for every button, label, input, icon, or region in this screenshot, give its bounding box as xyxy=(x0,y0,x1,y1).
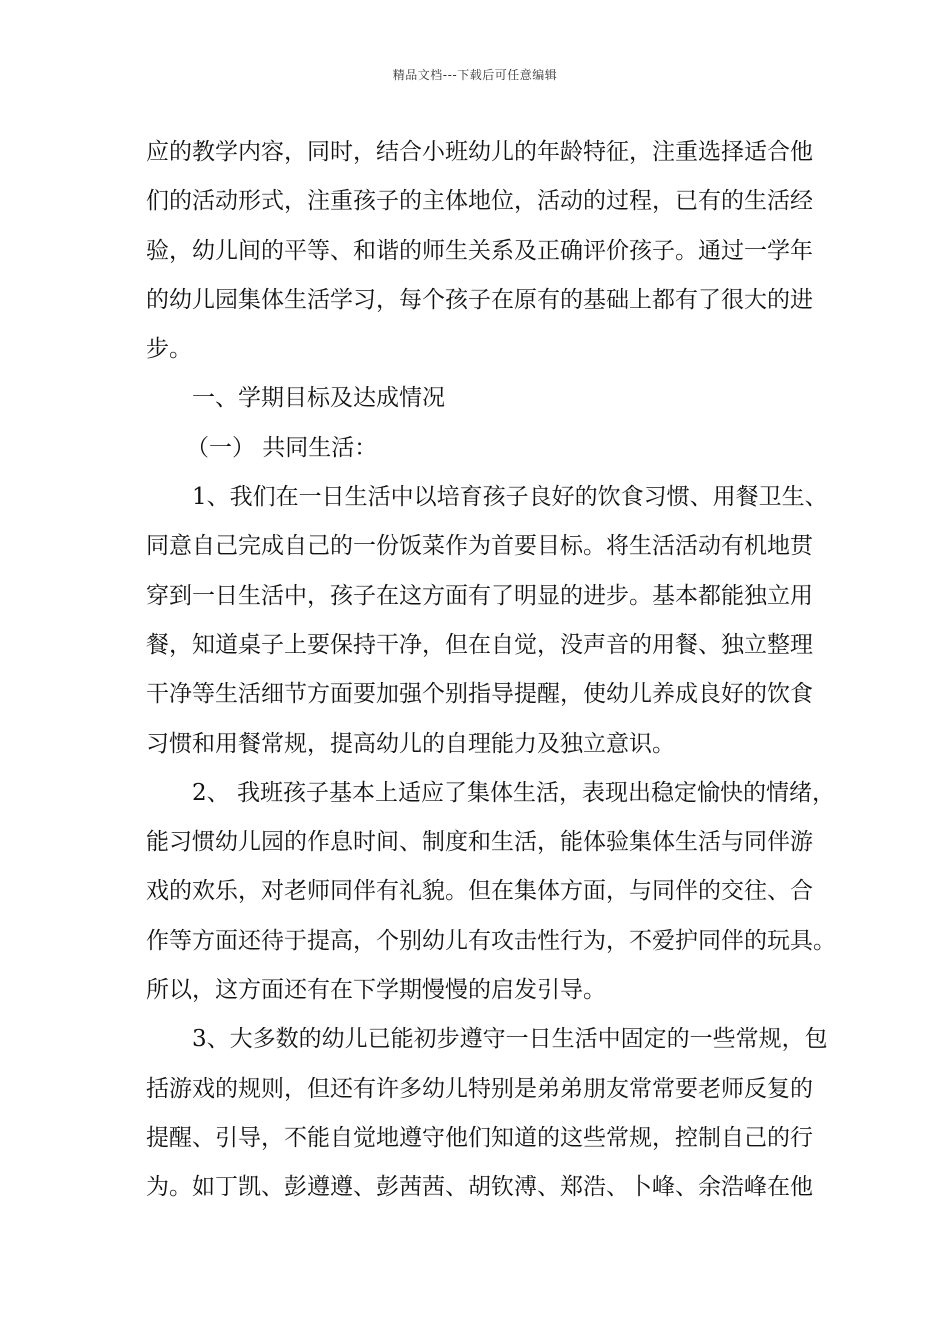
body-line: 戏的欢乐，对老师同伴有礼貌。但在集体方面，与同伴的交往、合 xyxy=(146,878,813,905)
body-line: 们的活动形式，注重孩子的主体地位，活动的过程，已有的生活经 xyxy=(146,188,813,215)
page-header: 精品文档---下载后可任意编辑 xyxy=(392,68,558,82)
body-line: 括游戏的规则，但还有许多幼儿特别是弟弟朋友常常要老师反复的 xyxy=(146,1075,813,1102)
body-line: 应的教学内容，同时，结合小班幼儿的年龄特征，注重选择适合他 xyxy=(146,139,813,165)
document-body xyxy=(146,128,836,1213)
body-line: 穿到一日生活中，孩子在这方面有了明显的进步。基本都能独立用 xyxy=(146,582,813,609)
body-line: 的幼儿园集体生活学习，每个孩子在原有的基础上都有了很大的进 xyxy=(146,286,813,313)
body-line: 能习惯幼儿园的作息时间、制度和生活，能体验集体生活与同伴游 xyxy=(146,829,813,856)
body-line: 干净等生活细节方面要加强个别指导提醒，使幼儿养成良好的饮食 xyxy=(146,681,813,708)
body-line: 所以，这方面还有在下学期慢慢的启发引导。 xyxy=(146,977,606,1004)
subsection-heading: （一） 共同生活： xyxy=(186,434,378,461)
body-line: 步。 xyxy=(146,336,192,363)
body-line: 餐，知道桌子上要保持干净，但在自觉，没声音的用餐、独立整理 xyxy=(146,631,813,658)
paragraph-start: 2、 我班孩子基本上适应了集体生活，表现出稳定愉快的情绪， xyxy=(192,779,835,806)
paragraph-start: 1、我们在一日生活中以培育孩子良好的饮食习惯、用餐卫生、 xyxy=(192,484,828,511)
section-heading: 一、学期目标及达成情况 xyxy=(192,385,445,412)
body-line: 同意自己完成自己的一份饭菜作为首要目标。将生活活动有机地贯 xyxy=(146,533,813,560)
body-line: 习惯和用餐常规，提高幼儿的自理能力及独立意识。 xyxy=(146,730,675,757)
body-line: 作等方面还待于提高，个别幼儿有攻击性行为，不爱护同伴的玩具。 xyxy=(146,927,836,954)
body-line: 验，幼儿间的平等、和谐的师生关系及正确评价孩子。通过一学年 xyxy=(146,237,813,264)
paragraph-start: 3、大多数的幼儿已能初步遵守一日生活中固定的一些常规，包 xyxy=(192,1026,828,1053)
body-line: 为。如丁凯、彭遵遵、彭茜茜、胡钦溥、郑浩、卜峰、余浩峰在他 xyxy=(146,1174,813,1201)
body-line: 提醒、引导，不能自觉地遵守他们知道的这些常规，控制自己的行 xyxy=(146,1124,813,1151)
